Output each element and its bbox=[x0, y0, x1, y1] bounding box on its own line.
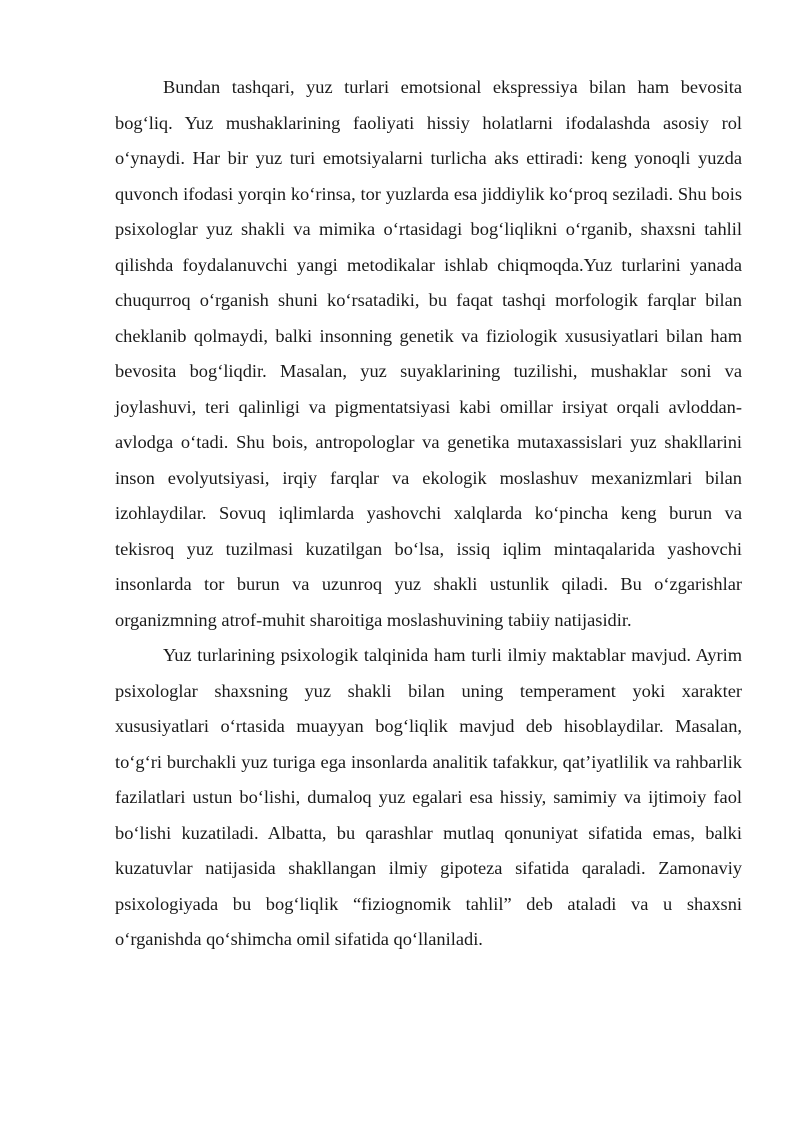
document-page bbox=[115, 70, 742, 958]
paragraph-2: Yuz turlarining psixologik talqinida ham turli ilmiy maktablar mavjud. Ayrim psixologlar shaxsning yuz shakli bilan uning temperament yoki xarakter xususiyatlari o‘rtasida muayyan bog‘liqlik mavjud deb hisoblaydilar. Masalan, to‘g‘ri burchakli yuz turiga ega insonlarda analitik tafakkur, qat’iyatlilik va rahbarlik fazilatlari ustun bo‘lishi, dumaloq yuz egalari esa hissiy, samimiy va ijtimoiy faol bo‘lishi kuzatiladi. Albatta, bu qarashlar mutlaq qonuniyat sifatida emas, balki kuzatuvlar natijasida shakllangan ilmiy gipoteza sifatida qaraladi. Zamonaviy psixologiyada bu bog‘liqlik “fiziognomik tahlil” deb ataladi va u shaxsni o‘rganishda qo‘shimcha omil sifatida qo‘llaniladi. bbox=[115, 645, 742, 949]
paragraph-1: Bundan tashqari, yuz turlari emotsional ekspressiya bilan ham bevosita bog‘liq. Yuz mushaklarining faoliyati hissiy holatlarni ifodalashda asosiy rol o‘ynaydi. Har bir yuz turi emotsiyalarni turlicha aks ettiradi: keng yonoqli yuzda quvonch ifodasi yorqin ko‘rinsa, tor yuzlarda esa jiddiylik ko‘proq seziladi. Shu bois psixologlar yuz shakli va mimika o‘rtasidagi bog‘liqlikni o‘rganib, shaxsni tahlil qilishda foydalanuvchi yangi metodikalar ishlab chiqmoqda.Yuz turlarini yanada chuqurroq o‘rganish shuni ko‘rsatadiki, bu faqat tashqi morfologik farqlar bilan cheklanib qolmaydi, balki insonning genetik va fiziologik xususiyatlari bilan ham bevosita bog‘liqdir. Masalan, yuz suyaklarining tuzilishi, mushaklar soni va joylashuvi, teri qalinligi va pigmentatsiyasi kabi omillar irsiyat orqali avloddan-avlodga o‘tadi. Shu bois, antropologlar va genetika mutaxassislari yuz shakllarini inson evolyutsiyasi, irqiy farqlar va ekologik moslashuv mexanizmlari bilan izohlaydilar. Sovuq iqlimlarda yashovchi xalqlarda ko‘pincha keng burun va tekisroq yuz tuzilmasi kuzatilgan bo‘lsa, issiq iqlim mintaqalarida yashovchi insonlarda tor burun va uzunroq yuz shakli ustunlik qiladi. Bu o‘zgarishlar organizmning atrof-muhit sharoitiga moslashuvining tabiiy natijasidir. bbox=[115, 77, 742, 630]
